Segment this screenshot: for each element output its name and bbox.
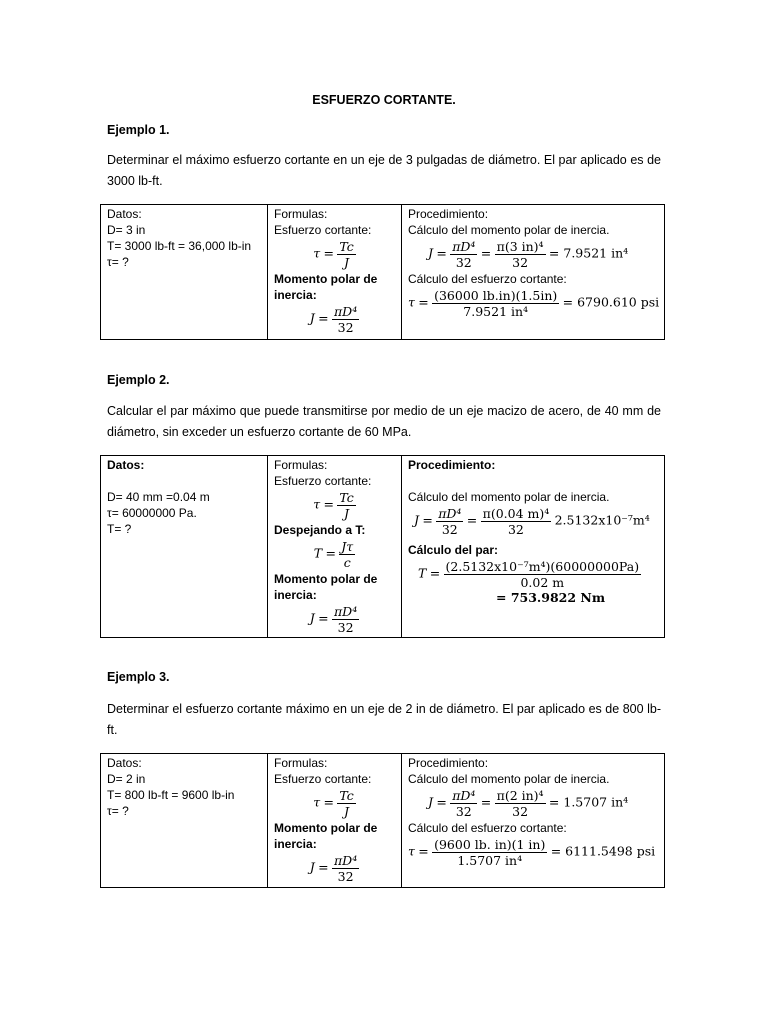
example-2-heading: Ejemplo 2. xyxy=(107,373,170,387)
esfuerzo-label: Esfuerzo cortante: xyxy=(274,223,372,237)
formulas-cell xyxy=(268,205,402,340)
j-calculation: J = $\frac{\text{πD⁴}}{32}$ = $\frac{\text{π(0.04 m)⁴}}{32}$ 2.5132x10⁻⁷m⁴ xyxy=(414,506,650,537)
j-formula: J = $\frac{\text{πD⁴}}{32}$ xyxy=(309,304,358,335)
j-calculation: J = $\frac{\text{πD⁴}}{32}$ = $\frac{\text{π(2 in)⁴}}{32}$ = 1.5707 in⁴ xyxy=(428,788,629,819)
example-1-heading: Ejemplo 1. xyxy=(107,123,170,137)
formulas-label: Formulas: xyxy=(274,207,328,221)
momento-label: Momento polar de inercia: xyxy=(274,821,378,851)
procedimiento-cell xyxy=(402,754,665,888)
despejando-label: Despejando a T: xyxy=(274,523,366,537)
datos-label: Datos: xyxy=(107,458,145,472)
example-1-statement: Determinar el máximo esfuerzo cortante en un eje de 3 pulgadas de diámetro. El par aplicado es de 3000 lb-ft. xyxy=(107,153,661,188)
dato-item: τ= 60000000 Pa. xyxy=(107,506,197,520)
example-2-table xyxy=(100,455,665,638)
dato-item: τ= ? xyxy=(107,255,129,269)
t-calculation: T = $\frac{\text{(2.5132x10⁻⁷m⁴)(60000000Pa)}}{0.02 m}$ xyxy=(418,559,640,590)
example-3-table xyxy=(100,753,665,888)
calc-j-label: Cálculo del momento polar de inercia. xyxy=(408,772,610,786)
tau-calculation: τ = $\frac{(9600 lb. in)(1 in)}{\text{1.5707 in⁴}}$ = 6111.5498 psi xyxy=(408,837,656,868)
momento-label: Momento polar de inercia: xyxy=(274,572,378,602)
dato-item: D= 3 in xyxy=(107,223,146,237)
j-formula: J = $\frac{\text{πD⁴}}{32}$ xyxy=(309,604,358,635)
t-formula: T = $\frac{J\tau}{c}$ xyxy=(313,539,354,570)
datos-label: Datos: xyxy=(107,756,142,770)
dato-item: D= 2 in xyxy=(107,772,146,786)
datos-cell xyxy=(101,205,268,340)
momento-label: Momento polar de inercia: xyxy=(274,272,378,302)
formulas-label: Formulas: xyxy=(274,756,328,770)
proc-label: Procedimiento: xyxy=(408,458,496,472)
example-3-heading: Ejemplo 3. xyxy=(107,670,170,684)
dato-item: T= 3000 lb-ft = 36,000 lb-in xyxy=(107,239,252,253)
dato-item: D= 40 mm =0.04 m xyxy=(107,490,210,504)
page-title: ESFUERZO CORTANTE. xyxy=(312,93,456,107)
esfuerzo-label: Esfuerzo cortante: xyxy=(274,772,372,786)
example-1-table xyxy=(100,204,665,340)
proc-label: Procedimiento: xyxy=(408,207,489,221)
proc-label: Procedimiento: xyxy=(408,756,489,770)
calc-j-label: Cálculo del momento polar de inercia. xyxy=(408,490,610,504)
formulas-cell xyxy=(268,456,402,638)
tau-formula: τ = $\frac{Tc}{J}$ xyxy=(313,788,354,819)
tau-formula: τ = $\frac{Tc}{J}$ xyxy=(313,490,354,521)
tau-calculation: τ = $\frac{(36000 lb.in)(1.5in)}{\text{7.9521 in⁴}}$ = 6790.610 psi xyxy=(408,288,660,319)
procedimiento-cell xyxy=(402,205,665,340)
tau-formula: τ = $\frac{Tc}{J}$ xyxy=(313,239,354,270)
datos-label: Datos: xyxy=(107,207,142,221)
dato-item: τ= ? xyxy=(107,804,129,818)
procedimiento-cell xyxy=(402,456,665,638)
j-calculation: J = $\frac{\text{πD⁴}}{32}$ = $\frac{\text{π(3 in)⁴}}{32}$ = 7.9521 in⁴ xyxy=(428,239,629,270)
j-formula: J = $\frac{\text{πD⁴}}{32}$ xyxy=(309,853,358,884)
datos-cell xyxy=(101,754,268,888)
example-2-statement: Calcular el par máximo que puede transmitirse por medio de un eje macizo de acero, de 40 mm de diámetro, sin exceder un esfuerzo cortante de 60 MPa. xyxy=(107,404,661,439)
datos-cell xyxy=(101,456,268,638)
esfuerzo-label: Esfuerzo cortante: xyxy=(274,474,372,488)
dato-item: T= ? xyxy=(107,522,132,536)
dato-item: T= 800 lb-ft = 9600 lb-in xyxy=(107,788,235,802)
calc-tau-label: Cálculo del esfuerzo cortante: xyxy=(408,272,567,286)
calc-tau-label: Cálculo del esfuerzo cortante: xyxy=(408,821,567,835)
formulas-label: Formulas: xyxy=(274,458,328,472)
calc-par-label: Cálculo del par: xyxy=(408,543,499,557)
formulas-cell xyxy=(268,754,402,888)
t-result: = 753.9822 Nm xyxy=(496,590,606,605)
calc-j-label: Cálculo del momento polar de inercia. xyxy=(408,223,610,237)
example-3-statement: Determinar el esfuerzo cortante máximo en un eje de 2 in de diámetro. El par aplicado es de 800 lb-ft. xyxy=(107,702,661,737)
